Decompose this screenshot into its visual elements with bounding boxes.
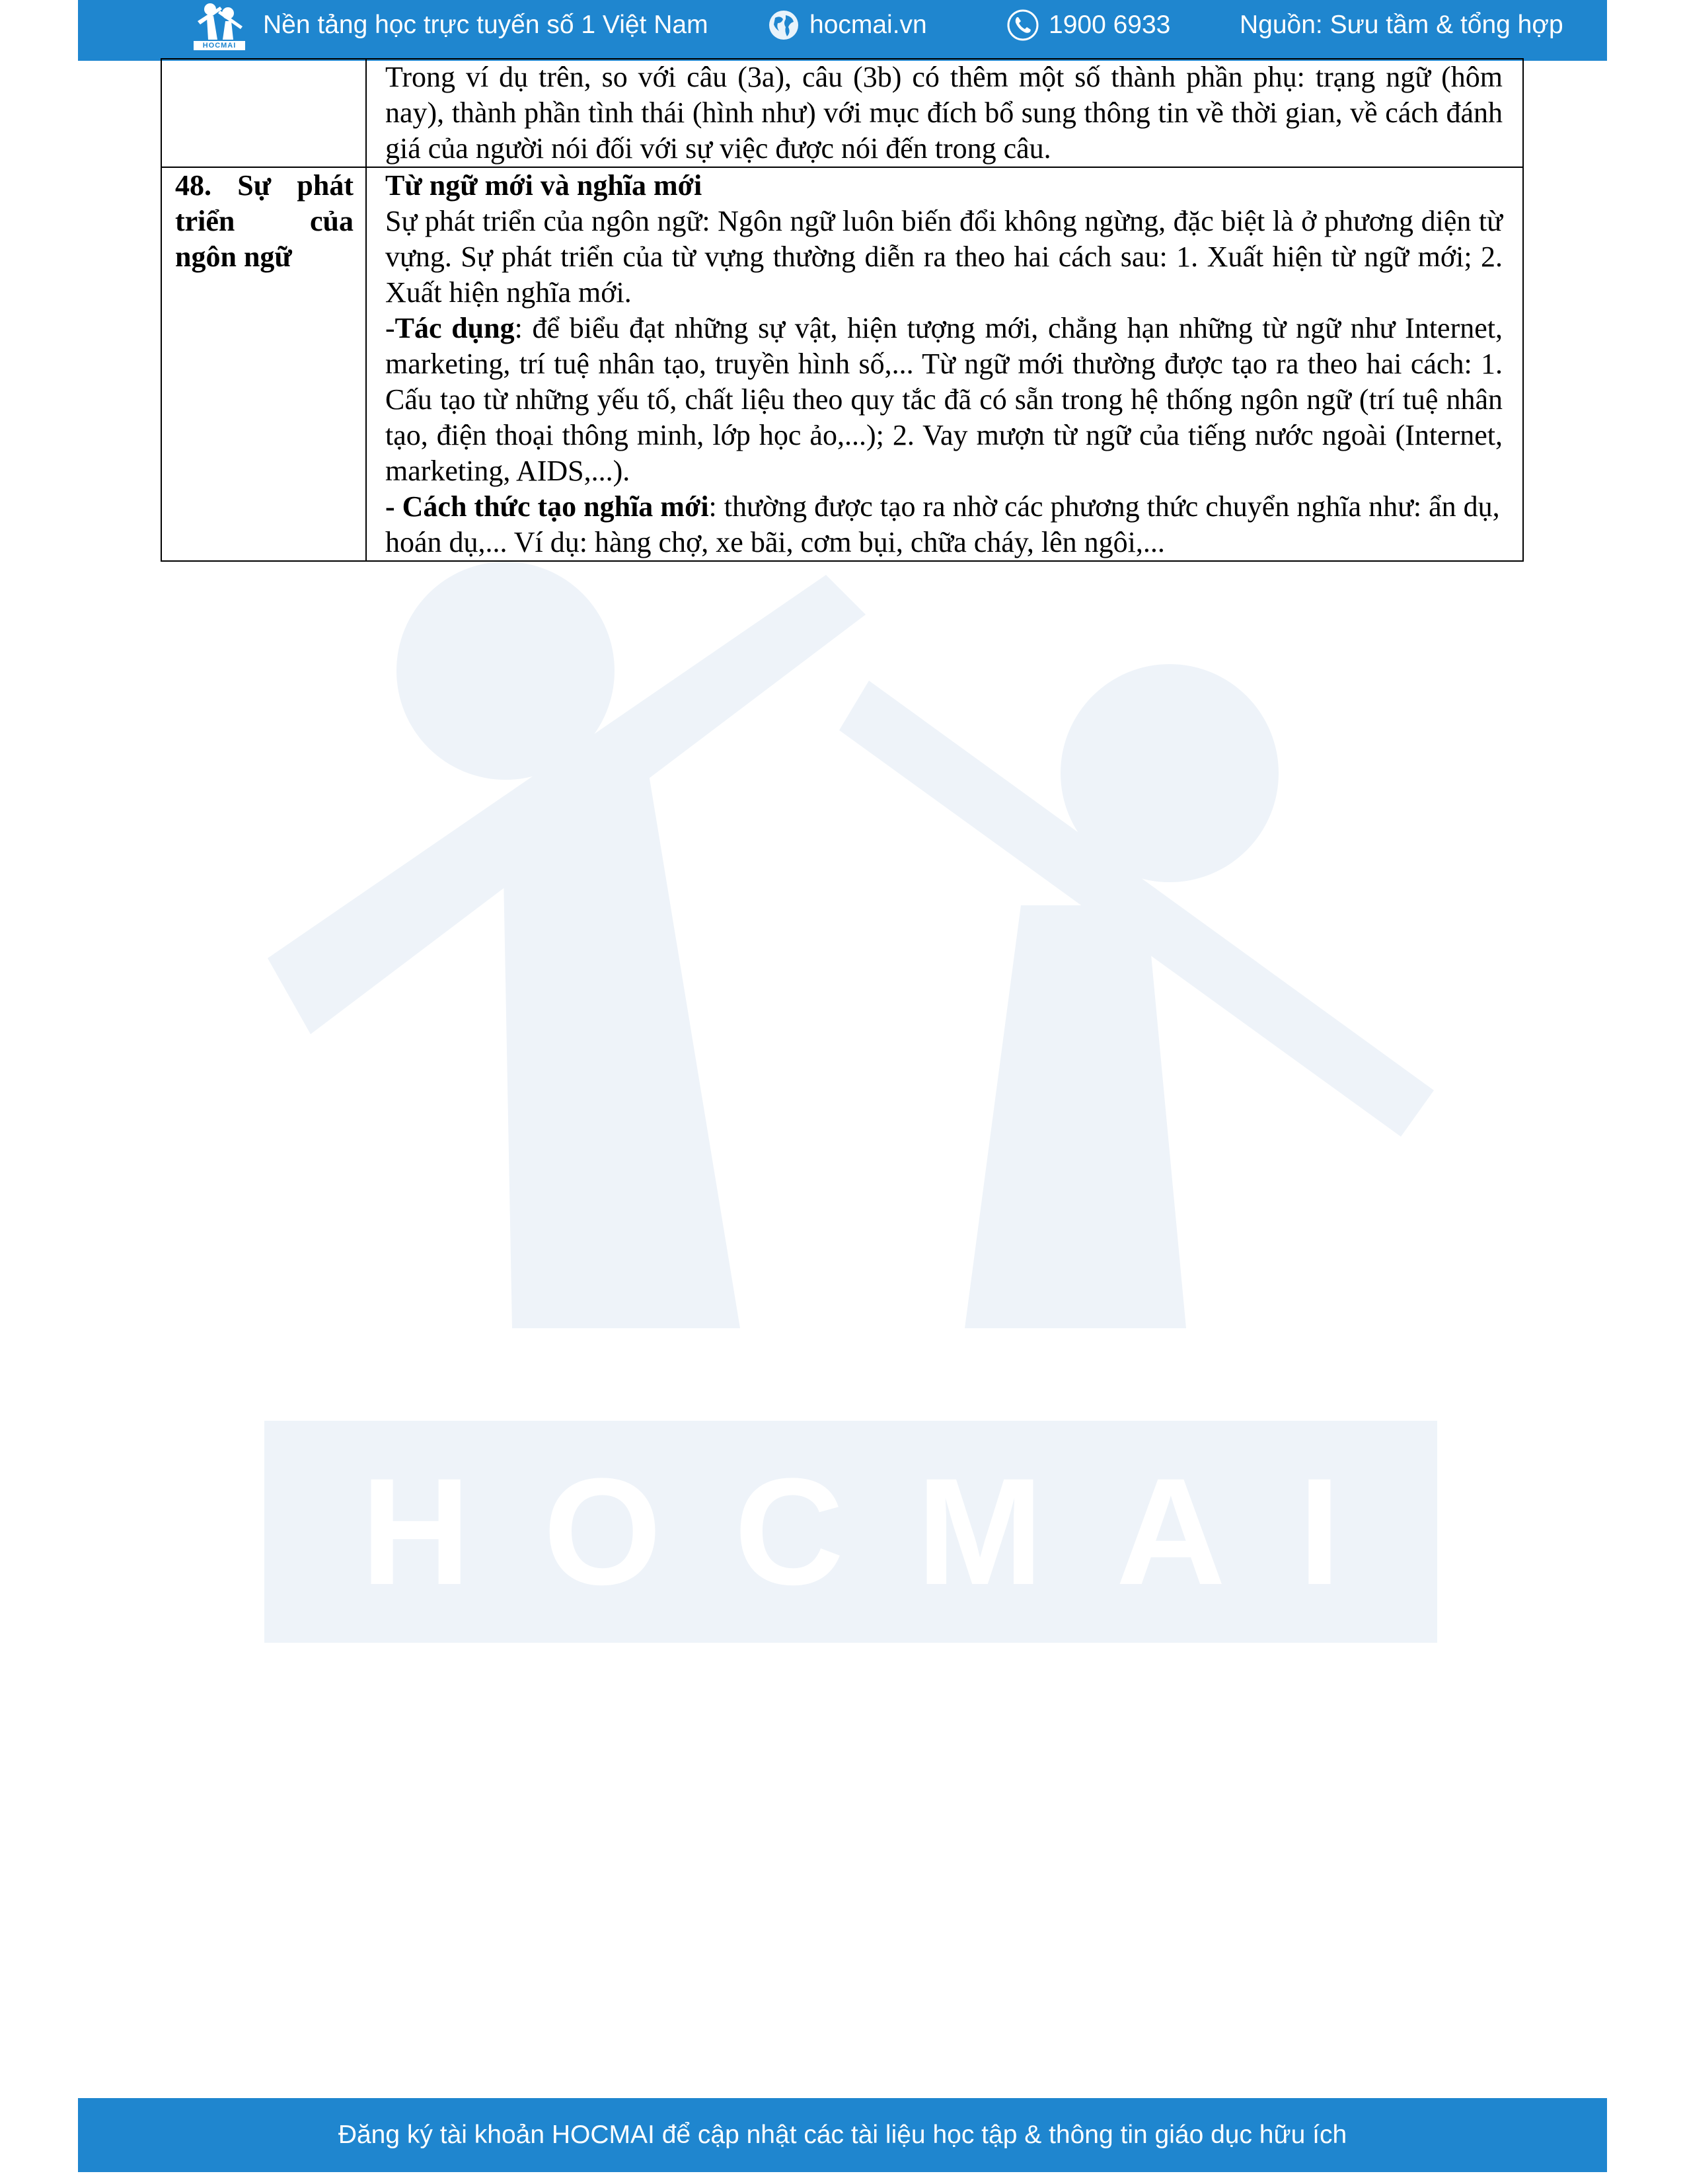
content-table (161, 58, 1524, 562)
effect-paragraph (385, 311, 1503, 489)
topic-cell (161, 59, 366, 167)
intro-paragraph: Sự phát triển của ngôn ngữ: Ngôn ngữ luôn biến đổi không ngừng, đặc biệt là ở phương diện từ vựng. Sự phát triển của từ vựng thường diễn ra theo hai cách sau: 1. Xuất hiện từ ngữ mới; 2. Xuất hiện nghĩa mới. (385, 205, 1503, 309)
example-paragraph: Trong ví dụ trên, so với câu (3a), câu (3b) có thêm một số thành phần phụ: trạng ngữ (hôm nay), thành phần tình thái (hình như) với mục đích bổ sung thông tin về thời gian, về cách đánh giá của người nói đối với sự việc được nói đến trong câu. (385, 61, 1503, 165)
topic-title-line1: Sự phát (237, 169, 354, 202)
method-paragraph (385, 489, 1503, 560)
method-prefix: - (385, 490, 402, 523)
source-text: Nguồn: Sưu tầm & tổng hợp (1240, 11, 1563, 39)
topic-title-line (175, 168, 354, 204)
effect-prefix: - (385, 312, 395, 344)
footer-bar[interactable] (78, 2098, 1607, 2172)
tagline-text: Nền tảng học trực tuyến số 1 Việt Nam (263, 11, 708, 39)
topic-number: 48. (175, 169, 211, 202)
effect-label: Tác dụng (394, 312, 515, 344)
content-cell (366, 59, 1523, 167)
website-text: hocmai.vn (809, 11, 927, 39)
hotline-text: 1900 6933 (1049, 11, 1171, 39)
globe-icon (767, 9, 800, 42)
topic-title-line3: ngôn ngữ (175, 241, 292, 273)
source-note (1240, 0, 1563, 50)
hotline[interactable] (1006, 0, 1170, 50)
tagline (263, 0, 708, 50)
footer-text: Đăng ký tài khoản HOCMAI để cập nhật các tài liệu học tập & thông tin giáo dục hữu ích (338, 2121, 1347, 2149)
method-label: Cách thức tạo nghĩa mới (402, 490, 709, 523)
topic-title (175, 168, 354, 275)
logo-text: HOCMAI (194, 41, 245, 50)
topic-cell (161, 167, 366, 561)
phone-icon (1006, 9, 1039, 42)
section-heading: Từ ngữ mới và nghĩa mới (385, 169, 702, 202)
table-row (161, 167, 1523, 561)
table-row (161, 59, 1523, 167)
topic-title-line2: triển của (175, 205, 354, 237)
website-link[interactable] (767, 0, 927, 50)
effect-text: : để biểu đạt những sự vật, hiện tượng mới, chẳng hạn những từ ngữ như Internet, marketing, trí tuệ nhân tạo, truyền hình số,... Từ ngữ mới thường được tạo ra theo hai cách: 1. Cấu tạo từ những yếu tố, chất liệu theo quy tắc đã có sẵn trong hệ thống ngôn ngữ (trí tuệ nhân tạo, điện thoại thông minh, lớp học ảo,...); 2. Vay mượn từ ngữ của tiếng nước ngoài (Internet, marketing, AIDS,...). (385, 312, 1503, 487)
content-cell (366, 167, 1523, 561)
watermark-text: HOCMAI (264, 1421, 1437, 1643)
method-text: : thường được tạo ra nhờ các phương thức chuyển nghĩa như: ẩn dụ, hoán dụ,... Ví dụ: hàng chợ, xe bãi, cơm bụi, chữa cháy, lên ngôi,... (385, 490, 1500, 558)
header-bar (78, 0, 1607, 61)
